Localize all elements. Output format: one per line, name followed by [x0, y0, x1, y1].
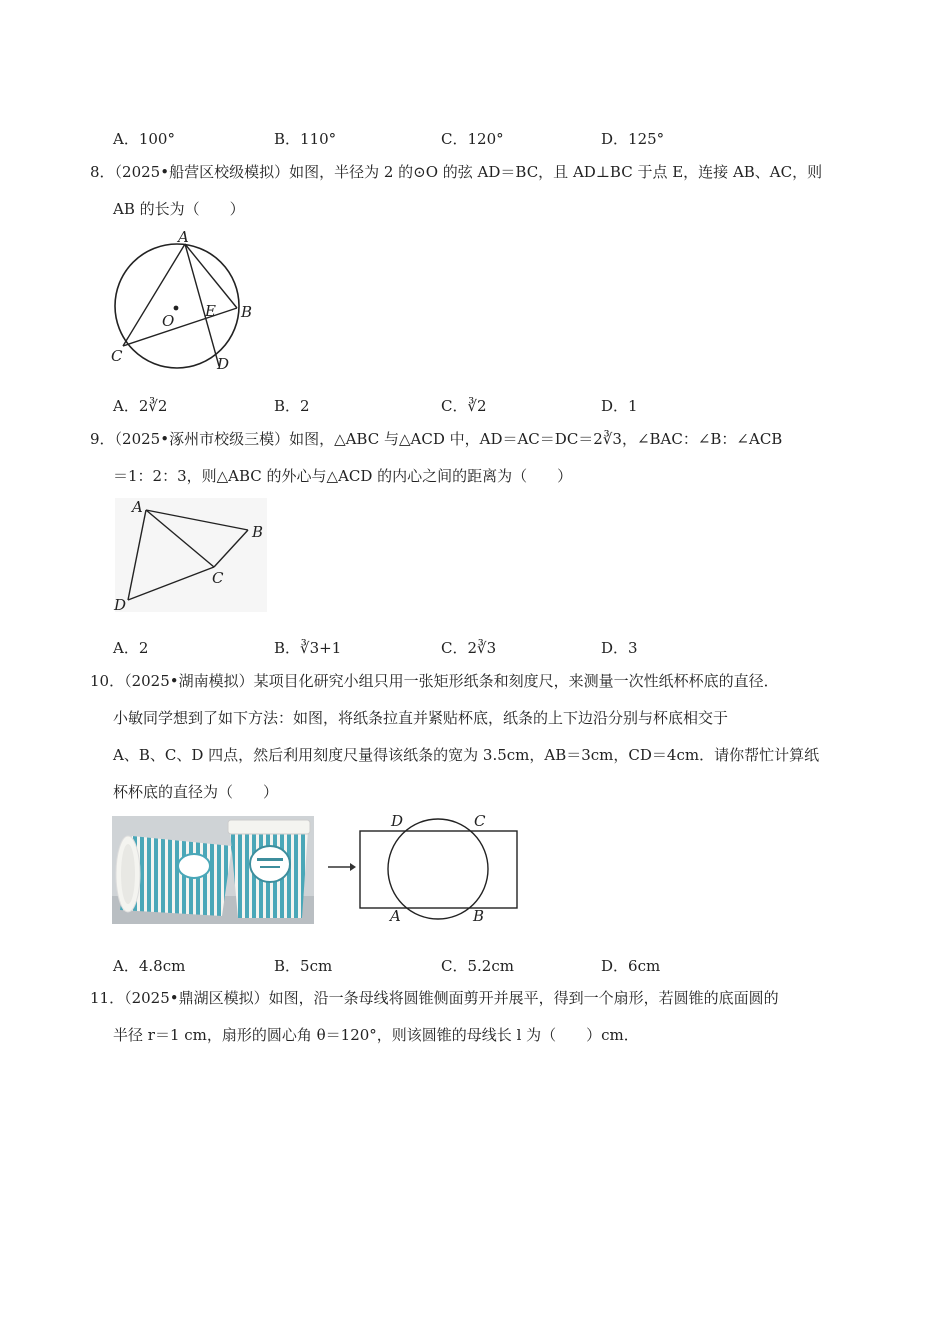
question-8	[90, 154, 870, 228]
q9-stem-line1: 9．（2025•涿州市校级三模）如图，△ABC 与△ACD 中，AD＝AC＝DC＝2∛3，∠BAC：∠B：∠ACB	[90, 430, 783, 448]
q10-option-c: C．5.2cm	[441, 957, 514, 975]
q10-cup-lying	[116, 836, 232, 916]
q8-label-a: A	[178, 228, 189, 246]
q10-cup-bottom-circle	[388, 819, 488, 919]
q8-segment-ac	[123, 244, 185, 346]
q10-cup-standing	[228, 820, 310, 918]
q8-circle-figure	[105, 228, 265, 376]
q10-label-b: B	[473, 907, 485, 925]
q10-label-d: D	[391, 812, 404, 830]
q8-option-c: C．∛2	[441, 397, 487, 415]
q8-option-b: B．2	[274, 397, 310, 415]
q9-label-d: D	[114, 596, 127, 614]
q7-option-c: C．120°	[441, 130, 504, 148]
q10-option-a: A．4.8cm	[113, 957, 186, 975]
q8-label-o: O	[162, 312, 175, 330]
q9-option-c: C．2∛3	[441, 639, 497, 657]
q8-label-d: D	[217, 355, 230, 373]
question-10	[90, 663, 870, 811]
question-9	[90, 421, 870, 495]
q7-option-b: B．110°	[274, 130, 337, 148]
q7-option-a: A．100°	[113, 130, 175, 148]
q10-stem-line4: 杯杯底的直径为（ ）	[113, 783, 279, 801]
q10-option-b: B．5cm	[274, 957, 333, 975]
question-11	[90, 980, 870, 1054]
q10-stem-line3: A、B、C、D 四点，然后利用刻度尺量得该纸条的宽为 3.5cm，AB＝3cm，CD＝4cm．请你帮忙计算纸	[113, 746, 820, 764]
q8-label-e: E	[205, 302, 216, 320]
q10-option-d: D．6cm	[601, 957, 661, 975]
q10-cup-photo	[112, 816, 314, 924]
q7-options	[0, 128, 950, 152]
q9-options	[0, 637, 950, 661]
q9-triangle-figure	[110, 496, 270, 618]
q10-label-a: A	[390, 907, 401, 925]
q9-stem-line2: ＝1：2：3，则△ABC 的外心与△ACD 的内心之间的距离为（ ）	[113, 467, 573, 485]
q8-center-dot	[174, 306, 179, 311]
q8-options	[0, 395, 950, 419]
q10-paper-strip	[360, 831, 517, 908]
q11-stem-line1: 11．（2025•鼎湖区模拟）如图，沿一条母线将圆锥侧面剪开并展平，得到一个扇形，若圆锥的底面圆的	[90, 989, 779, 1007]
q9-option-a: A．2	[113, 639, 149, 657]
q8-chord-bc	[123, 308, 237, 346]
q9-label-c: C	[212, 569, 224, 587]
q9-label-a: A	[132, 498, 143, 516]
q8-stem-line1: 8．（2025•船营区校级模拟）如图，半径为 2 的⊙O 的弦 AD＝BC，且 AD⊥BC 于点 E，连接 AB、AC，则	[90, 163, 823, 181]
q11-stem-line2: 半径 r＝1 cm，扇形的圆心角 θ＝120°，则该圆锥的母线长 l 为（ ）cm．	[113, 1026, 639, 1044]
q9-option-d: D．3	[601, 639, 638, 657]
q10-stem-line2: 小敏同学想到了如下方法：如图，将纸条拉直并紧贴杯底，纸条的上下边沿分别与杯底相交于	[113, 709, 729, 727]
q10-arrow	[326, 860, 356, 874]
q8-option-a: A．2∛2	[113, 397, 168, 415]
q10-stem-line1: 10．（2025•湖南模拟）某项目化研究小组只用一张矩形纸条和刻度尺，来测量一次性纸杯杯底的直径．	[90, 672, 779, 690]
q7-option-d: D．125°	[601, 130, 665, 148]
q9-label-b: B	[252, 523, 264, 541]
q10-label-c: C	[474, 812, 486, 830]
q9-option-b: B．∛3+1	[274, 639, 342, 657]
q10-strip-diagram	[356, 812, 520, 926]
q8-label-c: C	[111, 347, 123, 365]
q10-options	[0, 955, 950, 979]
q8-stem-line2: AB 的长为（ ）	[113, 200, 245, 218]
q8-option-d: D．1	[601, 397, 638, 415]
q8-label-b: B	[241, 303, 253, 321]
